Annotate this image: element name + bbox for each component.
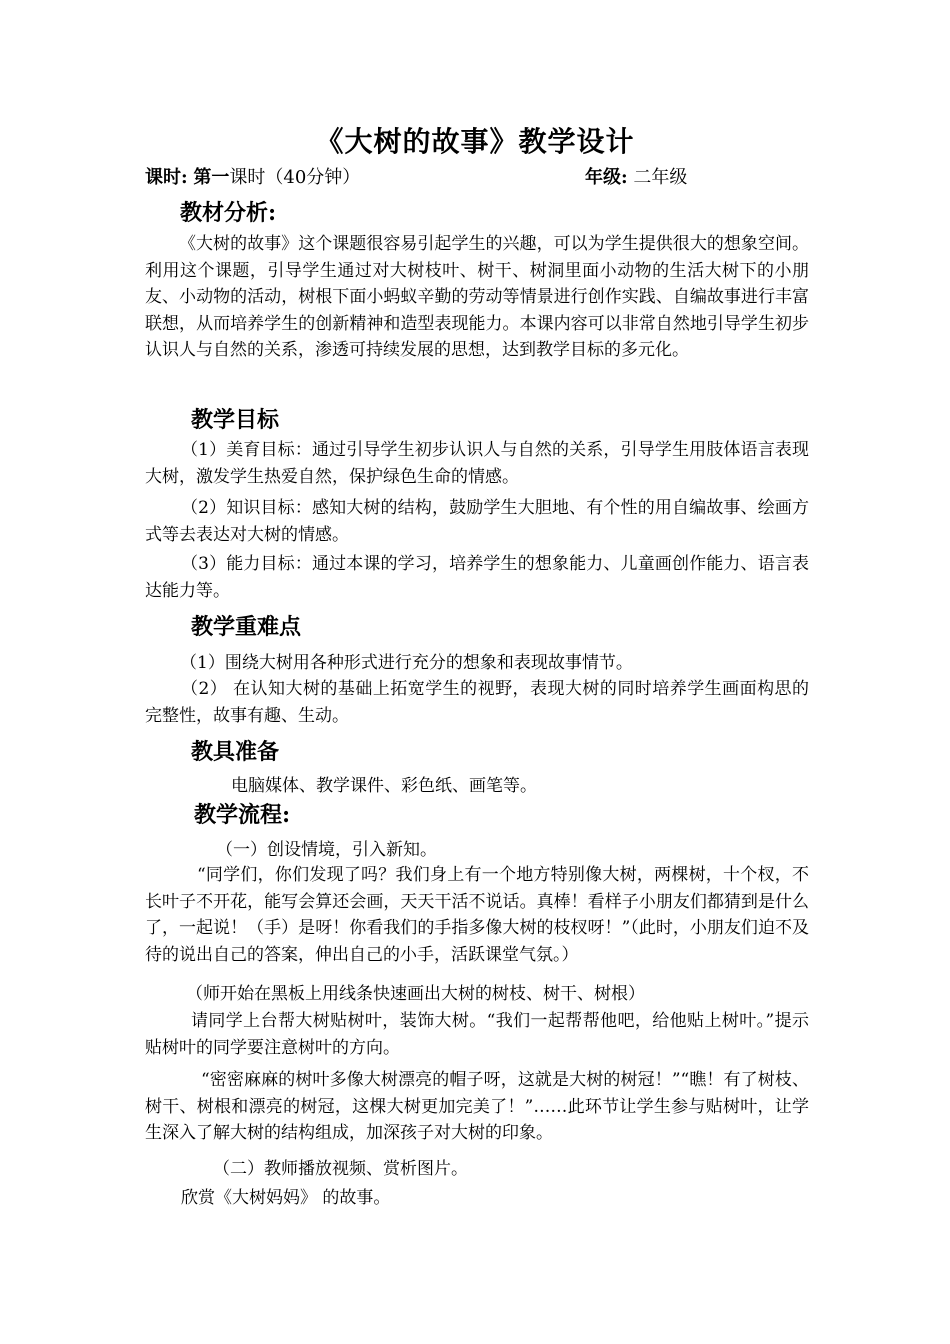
analysis-text: 《大树的故事》这个课题很容易引起学生的兴趣，可以为学生提供很大的想象空间。利用这个课题，引导学生通过对大树枝叶、树干、树洞里面小动物的生活大树下的小朋友、小动物的活动，树根下面小蚂蚁辛勤的劳动等情景进行创作实践、自编故事进行丰富联想，从而培养学生的创新精神和造型表现能力。本课内容可以非常自然地引导学生初步认识人与自然的关系，渗透可持续发展的思想，达到教学目标的多元化。	[145, 234, 809, 360]
goal-1: （1）美育目标：通过引导学生初步认识人与自然的关系，引导学生用肢体语言表现大树，激发学生热爱自然，保护绿色生命的情感。	[145, 440, 809, 487]
lesson-meta	[145, 163, 810, 191]
key-point-2: （2） 在认知大树的基础上拓宽学生的视野，表现大树的同时培养学生画面构思的完整性，故事有趣、生动。	[145, 679, 809, 726]
key-points-heading: 教学重难点	[191, 614, 302, 640]
goal-2: （2）知识目标：感知大树的结构，鼓励学生大胆地、有个性的用自编故事、绘画方式等去表达对大树的情感。	[145, 498, 809, 545]
analysis-heading: 教材分析:	[180, 200, 277, 226]
flow-heading: 教学流程:	[194, 802, 291, 828]
document-title: 《大树的故事》教学设计	[315, 125, 635, 158]
lesson-value: 课时（40分钟）	[229, 167, 361, 188]
grade-info	[585, 163, 687, 189]
goal-3: （3）能力目标：通过本课的学习，培养学生的想象能力、儿童画创作能力、语言表达能力等。	[145, 554, 809, 601]
flow-para-2: （师开始在黑板上用线条快速画出大树的树枝、树干、树根）	[186, 984, 645, 1004]
grade-label: 年级:	[585, 167, 628, 188]
prep-heading: 教具准备	[191, 739, 280, 765]
lesson-bold: 第一	[193, 167, 230, 188]
flow-para-5: 欣赏《大树妈妈》 的故事。	[181, 1188, 391, 1208]
lesson-label: 课时:	[145, 167, 188, 188]
prep-text: 电脑媒体、教学课件、彩色纸、画笔等。	[231, 776, 537, 796]
key-point-1: （1）围绕大树用各种形式进行充分的想象和表现故事情节。	[180, 653, 633, 673]
flow-para-3: 请同学上台帮大树贴树叶，装饰大树。“我们一起帮帮他吧，给他贴上树叶。”提示贴树叶的同学要注意树叶的方向。	[145, 1011, 809, 1058]
flow-step-2: （二）教师播放视频、赏析图片。	[213, 1159, 468, 1179]
lesson-info	[145, 163, 360, 189]
flow-para-1: “同学们，你们发现了吗？我们身上有一个地方特别像大树，两棵树，十个杈，不长叶子不开花，能写会算还会画，天天干活不说话。真棒！看样子小朋友们都猜到是什么了，一起说！（手）是呀！你看我们的手指多像大树的枝杈呀！”（此时，小朋友们迫不及待的说出自己的答案，伸出自己的小手，活跃课堂气氛。）	[145, 865, 809, 965]
goals-heading: 教学目标	[191, 407, 280, 433]
flow-step-1: （一）创设情境，引入新知。	[216, 840, 437, 860]
flow-para-4: “密密麻麻的树叶多像大树漂亮的帽子呀，这就是大树的树冠！”“瞧！有了树枝、树干、树根和漂亮的树冠，这棵大树更加完美了！”……此环节让学生参与贴树叶，让学生深入了解大树的结构组成，加深孩子对大树的印象。	[145, 1070, 809, 1143]
grade-value: 二年级	[633, 167, 688, 188]
